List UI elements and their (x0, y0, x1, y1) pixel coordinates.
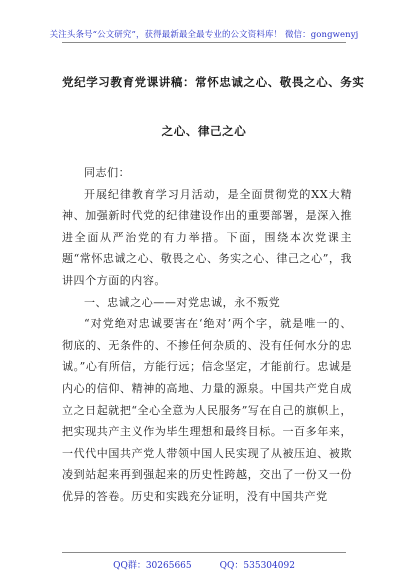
section-heading-1: 一、忠诚之心——对党忠诚，永不叛党 (84, 295, 281, 309)
footer-qq-group: QQ群：30265665 (113, 561, 192, 571)
salutation: 同志们： (84, 166, 131, 179)
document-title-line2: 之心、律己之心 (161, 124, 247, 138)
header-banner (0, 0, 408, 40)
footer (0, 558, 408, 571)
document-title-line1: 党纪学习教育党课讲稿：常怀忠诚之心、敬畏之心、务实 (62, 75, 365, 89)
paragraph-intro: 开展纪律教育学习月活动，是全面贯彻党的XX大精神、加强新时代党的纪律建设作出的重要部署，是深入推进全面从严治党的有力举措。下面，围绕本次党课主题“常怀忠诚之心、敬畏之心、务实之心、律己之心”，我讲四个方面的内容。 (62, 187, 352, 287)
header-promo-text: 关注头条号“公文研究”，获得最新最全最专业的公文资料库！ 微信：gongwenyj (49, 30, 359, 40)
header-divider (62, 42, 346, 43)
paragraph-section-1: “对党绝对忠诚要害在‘绝对’两个字，就是唯一的、彻底的、无条件的、不掺任何杂质的、没有任何水分的忠诚。”心有所信，方能行远；信念坚定，才能前行。忠诚是内心的信仰、精神的高地、力量的源泉。中国共产党自成立之日起就把“全心全意为人民服务”写在自己的旗帜上，把实现共产主义作为毕生理想和最终目标。一百多年来，一代代中国共产党人带领中国人民实现了从被压迫、被欺凌到站起来再到强起来的历史性跨越，交出了一份又一份优异的答卷。历史和实践充分证明，没有中国共产党 (62, 317, 352, 503)
document-body (62, 162, 352, 508)
footer-divider (62, 552, 346, 553)
footer-qq-contact: QQ：535304092 (219, 561, 295, 571)
